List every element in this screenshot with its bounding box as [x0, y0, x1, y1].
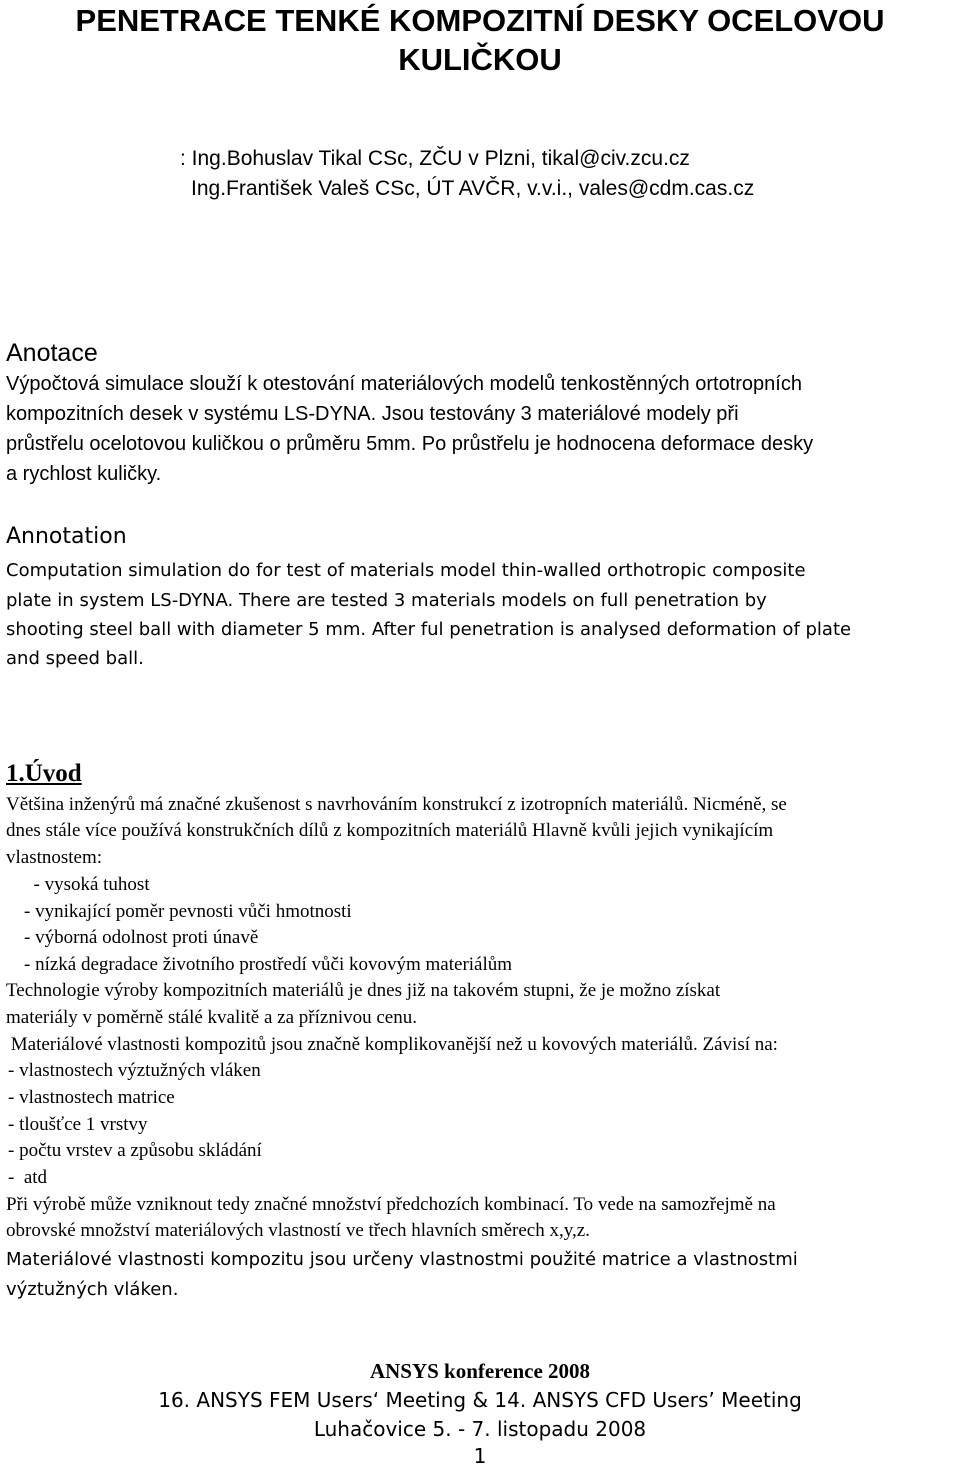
annotation-line: plate in system LS-DYNA. There are tested 3 materials models on full penetration by — [6, 590, 767, 611]
anotace-line: kompozitních desek v systému LS-DYNA. Jsou testovány 3 materiálové modely při — [6, 403, 739, 425]
anotace-heading: Anotace — [6, 339, 98, 367]
uvod-line: Materiálové vlastnosti kompozitů jsou značně komplikovanější než u kovových materiálů. Závisí na: — [6, 1034, 778, 1055]
author-line-2: Ing.František Valeš CSc, ÚT AVČR, v.v.i., vales@cdm.cas.cz — [191, 177, 755, 200]
list-item: - atd — [8, 1167, 48, 1188]
footer-conference: ANSYS konference 2008 — [369, 1359, 591, 1383]
list-item: - tloušťce 1 vrstvy — [8, 1114, 148, 1135]
uvod-line: Materiálové vlastnosti kompozitu jsou určeny vlastnostmi použité matrice a vlastnostmi — [6, 1249, 798, 1270]
annotation-heading: Annotation — [6, 524, 127, 549]
uvod-line: Při výrobě může vzniknout tedy značné množství předchozích kombinací. To vede na samozřejmě na — [6, 1194, 776, 1215]
list-item: - vysoká tuhost — [24, 874, 150, 895]
uvod-line: obrovské množství materiálových vlastností ve třech hlavních směrech x,y,z. — [6, 1220, 590, 1241]
footer-meeting: 16. ANSYS FEM Users‘ Meeting & 14. ANSYS CFD Users’ Meeting — [158, 1388, 802, 1412]
list-item: - výborná odolnost proti únavě — [24, 927, 259, 948]
paper-title-line-2: KULIČKOU — [398, 42, 562, 77]
uvod-line: Technologie výroby kompozitních materiálů je dnes již na takovém stupni, že je možno získat — [6, 980, 721, 1001]
list-item: - vlastnostech matrice — [8, 1087, 175, 1108]
author-line-1: : Ing.Bohuslav Tikal CSc, ZČU v Plzni, tikal@civ.zcu.cz — [180, 147, 690, 170]
anotace-line: Výpočtová simulace slouží k otestování materiálových modelů tenkostěnných ortotropních — [6, 373, 802, 395]
uvod-line: Většina inženýrů má značné zkušenost s navrhováním konstrukcí z izotropních materiálů. Nicméně, se — [6, 794, 787, 815]
uvod-line: výztužných vláken. — [6, 1279, 179, 1300]
section-heading-uvod: 1.Úvod — [6, 760, 82, 787]
list-item: - vlastnostech výztužných vláken — [8, 1060, 261, 1081]
annotation-line: Computation simulation do for test of materials model thin-walled orthotropic composite — [6, 560, 806, 581]
list-item: - nízká degradace životního prostředí vůči kovovým materiálům — [24, 954, 513, 975]
uvod-line: materiály v poměrně stálé kvalitě a za příznivou cenu. — [6, 1007, 417, 1028]
annotation-line: shooting steel ball with diameter 5 mm. After ful penetration is analysed deformation of plate — [6, 619, 852, 640]
page-number: 1 — [473, 1444, 487, 1468]
uvod-line: dnes stále více používá konstrukčních dílů z kompozitních materiálů Hlavně kvůli jejich vynikajícím — [6, 820, 774, 841]
list-item: - vynikající poměr pevnosti vůči hmotnosti — [24, 901, 352, 922]
uvod-line: vlastnostem: — [6, 847, 103, 868]
paper-title-line-1: PENETRACE TENKÉ KOMPOZITNÍ DESKY OCELOVOU — [75, 3, 885, 38]
footer-place: Luhačovice 5. - 7. listopadu 2008 — [313, 1417, 647, 1441]
list-item: - počtu vrstev a způsobu skládání — [8, 1140, 262, 1161]
anotace-line: a rychlost kuličky. — [6, 463, 162, 485]
annotation-line: and speed ball. — [6, 648, 144, 669]
anotace-line: průstřelu ocelotovou kuličkou o průměru 5mm. Po průstřelu je hodnocena deformace desky — [6, 433, 814, 455]
